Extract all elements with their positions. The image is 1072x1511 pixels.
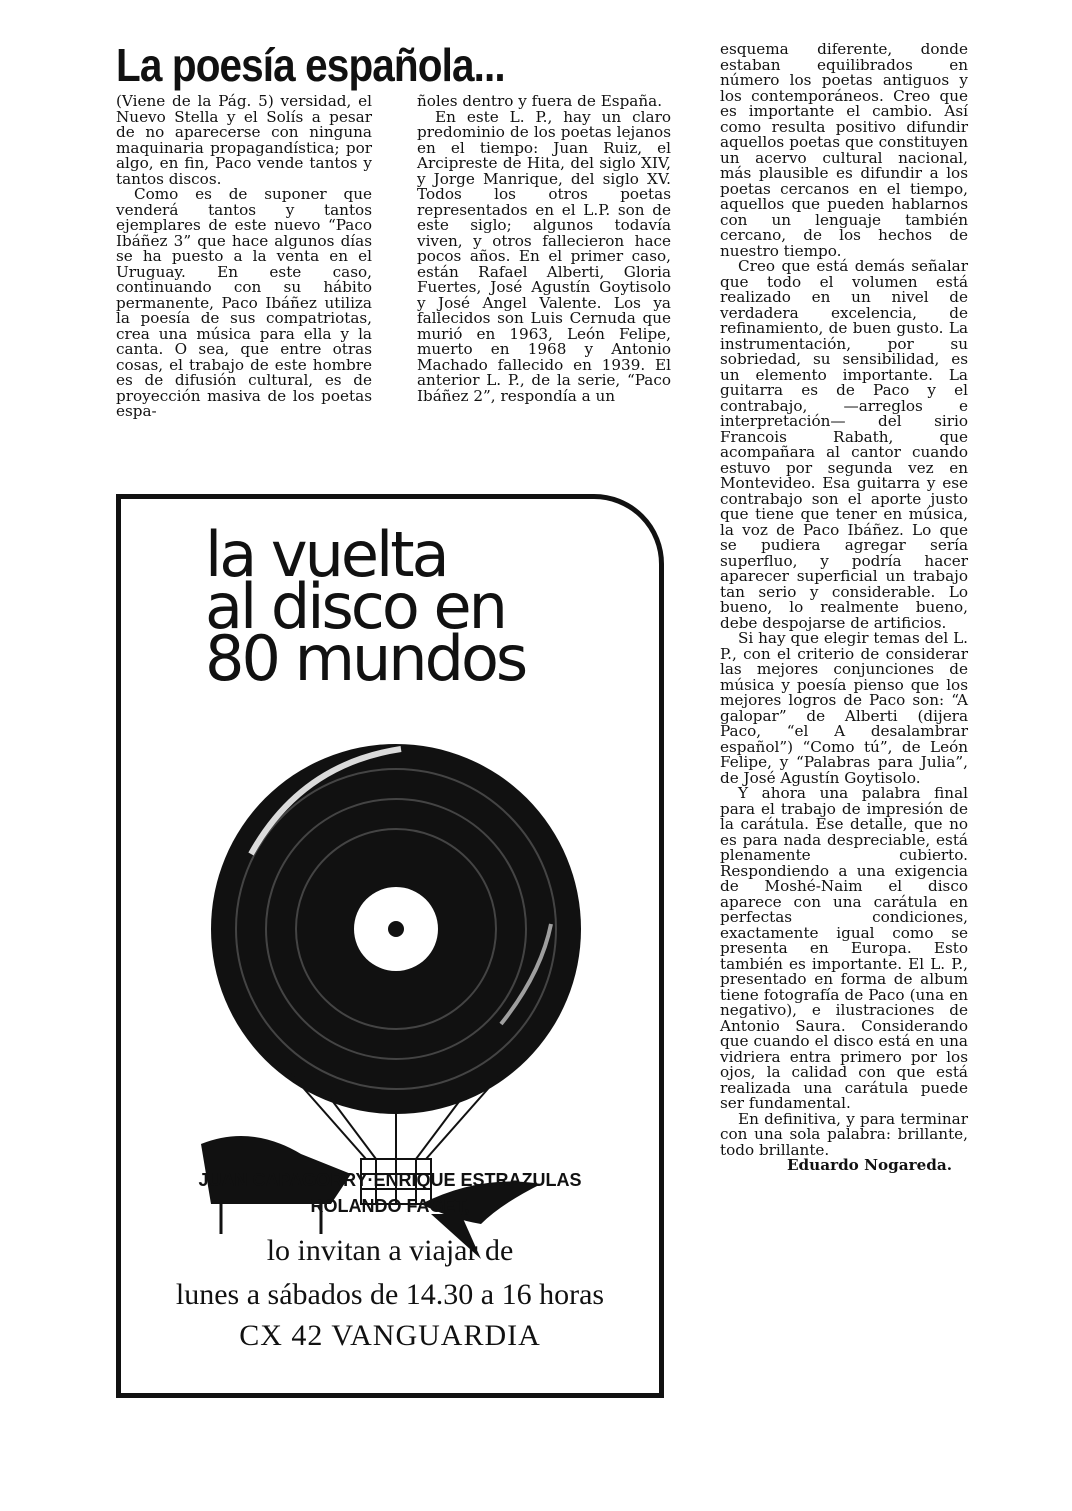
ad-title-line: la vuelta bbox=[205, 518, 447, 591]
ad-hosts-line: ROLANDO FAGET, bbox=[310, 1196, 470, 1216]
article-paragraph: ñoles dentro y fuera de España. bbox=[417, 92, 663, 110]
radio-advertisement bbox=[116, 494, 664, 1398]
article-paragraph: Como es de suponer que venderá tantos y tantos ejemplares de este nuevo “Paco Ibáñez 3” que hace algunos días se ha puesto a la venta en el Uruguay. En este caso, continuando con su hábito permanente, Paco Ibáñez utiliza la poesía de sus compatriotas, crea una música para ella y la canta. O sea, que entre otras cosas, el trabajo de este hombre es de difusión cultural, es de proyección masiva de los poetas espa- bbox=[116, 185, 372, 420]
article-paragraph: Si hay que elegir temas del L. P., con el criterio de considerar las mejores conjunciones de música y poesía pienso que los mejores logros de Paco son: “A galopar” de Alberti (dijera Paco, “el A desalambrar español”) “Como tú”, de León Felipe, y “Palabras para Julia”, de José Agustín Goytisolo. bbox=[720, 629, 968, 787]
ad-title bbox=[205, 518, 635, 695]
byline: Eduardo Nogareda. bbox=[786, 1156, 952, 1174]
ad-schedule-line: lo invitan a viajar de bbox=[266, 1234, 514, 1267]
article-paragraph: En este L. P., hay un claro predominio de los poetas lejanos en el tiempo: Juan Ruiz, el Arcipreste de Hita, del siglo XIV, y Jorge Manrique, del siglo XV. Todos los otros poetas representados en el L.P. son de este siglo; algunos todavía viven, y otros fallecieron hace pocos años. En el primer caso, están Rafael Alberti, Gloria Fuertes, José Agustín Goytisolo y José Angel Valente. Los ya fallecidos son Luis Cernuda que murió en 1963, León Felipe, muerto en 1968 y Antonio Machado fallecido en 1939. El anterior L. P., de la serie, “Paco Ibáñez 2”, respondía a un bbox=[417, 107, 671, 405]
ad-schedule-line: lunes a sábados de 14.30 a 16 horas bbox=[175, 1278, 605, 1311]
ad-station: CX 42 VANGUARDIA bbox=[239, 1319, 541, 1352]
headline: La poesía española... bbox=[116, 39, 505, 91]
article-paragraph: esquema diferente, donde estaban equilibrados en número los poetas antiguos y los contemporáneos. Creo que es importante el cambio. Así como resulta positivo difundir aquellos poetas que constituyen un acervo cultural nacional, más plausible es difundir a los poetas cercanos en el tiempo, aquellos que pueden hablarnos con un lenguaje también cercano, de los hechos de nuestro tiempo. bbox=[720, 40, 968, 260]
ad-hosts-line: JUAN CAPAGORRY·ENRIQUE ESTRAZULAS bbox=[198, 1170, 582, 1190]
vinyl-record-icon bbox=[211, 744, 581, 1114]
ad-hosts bbox=[121, 1167, 659, 1219]
article-column-1 bbox=[116, 94, 372, 420]
article-paragraph: (Viene de la Pág. 5) versidad, el Nuevo Stella y el Solís a pesar de no aparecerse con ninguna maquinaria propagandística; por algo, en fin, Paco vende tantos y tantos discos. bbox=[116, 92, 372, 188]
article-paragraph: Y ahora una palabra final para el trabajo de impresión de la carátula. Ese detalle, que no es para nada despreciable, está plenamente cubierto. Respondiendo a una exigencia de Moshé-Naim el disco aparece con una carátula en perfectas condiciones, exactamente igual como se presenta en Europa. Esto también es importante. El L. P., presentado en forma de album tiene fotografía de Paco (una en negativo), e ilustraciones de Antonio Saura. Considerando que cuando el disco está en una vidriera entra primero por los ojos, la calidad con que está realizada una carátula puede ser fundamental. bbox=[720, 784, 968, 1112]
article-paragraph: En definitiva, y para terminar con una sola palabra: brillante, todo brillante. bbox=[720, 1109, 968, 1159]
article-paragraph: Creo que está demás señalar que todo el volumen está realizado en un nivel de verdadera excelencia, de refinamiento, de buen gusto. La instrumentación, por su sobriedad, su sensibilidad, es un elemento importante. La guitarra es de Paco y el contrabajo, —arreglos e interpretación— del sirio Francois Rabath, que acompañara al cantor cuando estuvo por segunda vez en Montevideo. Esa guitarra y ese contrabajo son el aporte justo que tiene que tener en música, la voz de Paco Ibáñez. Lo que se pudiera agregar sería superfluo, y podría hacer aparecer superficial un trabajo tan serio y considerable. Lo bueno, lo realmente bueno, debe despojarse de artificios. bbox=[720, 257, 968, 632]
ad-schedule bbox=[121, 1229, 659, 1317]
article-column-2 bbox=[417, 94, 671, 404]
ad-title-line: 80 mundos bbox=[205, 622, 526, 695]
ad-title-line: al disco en bbox=[205, 570, 505, 643]
article-column-3 bbox=[720, 42, 968, 1174]
